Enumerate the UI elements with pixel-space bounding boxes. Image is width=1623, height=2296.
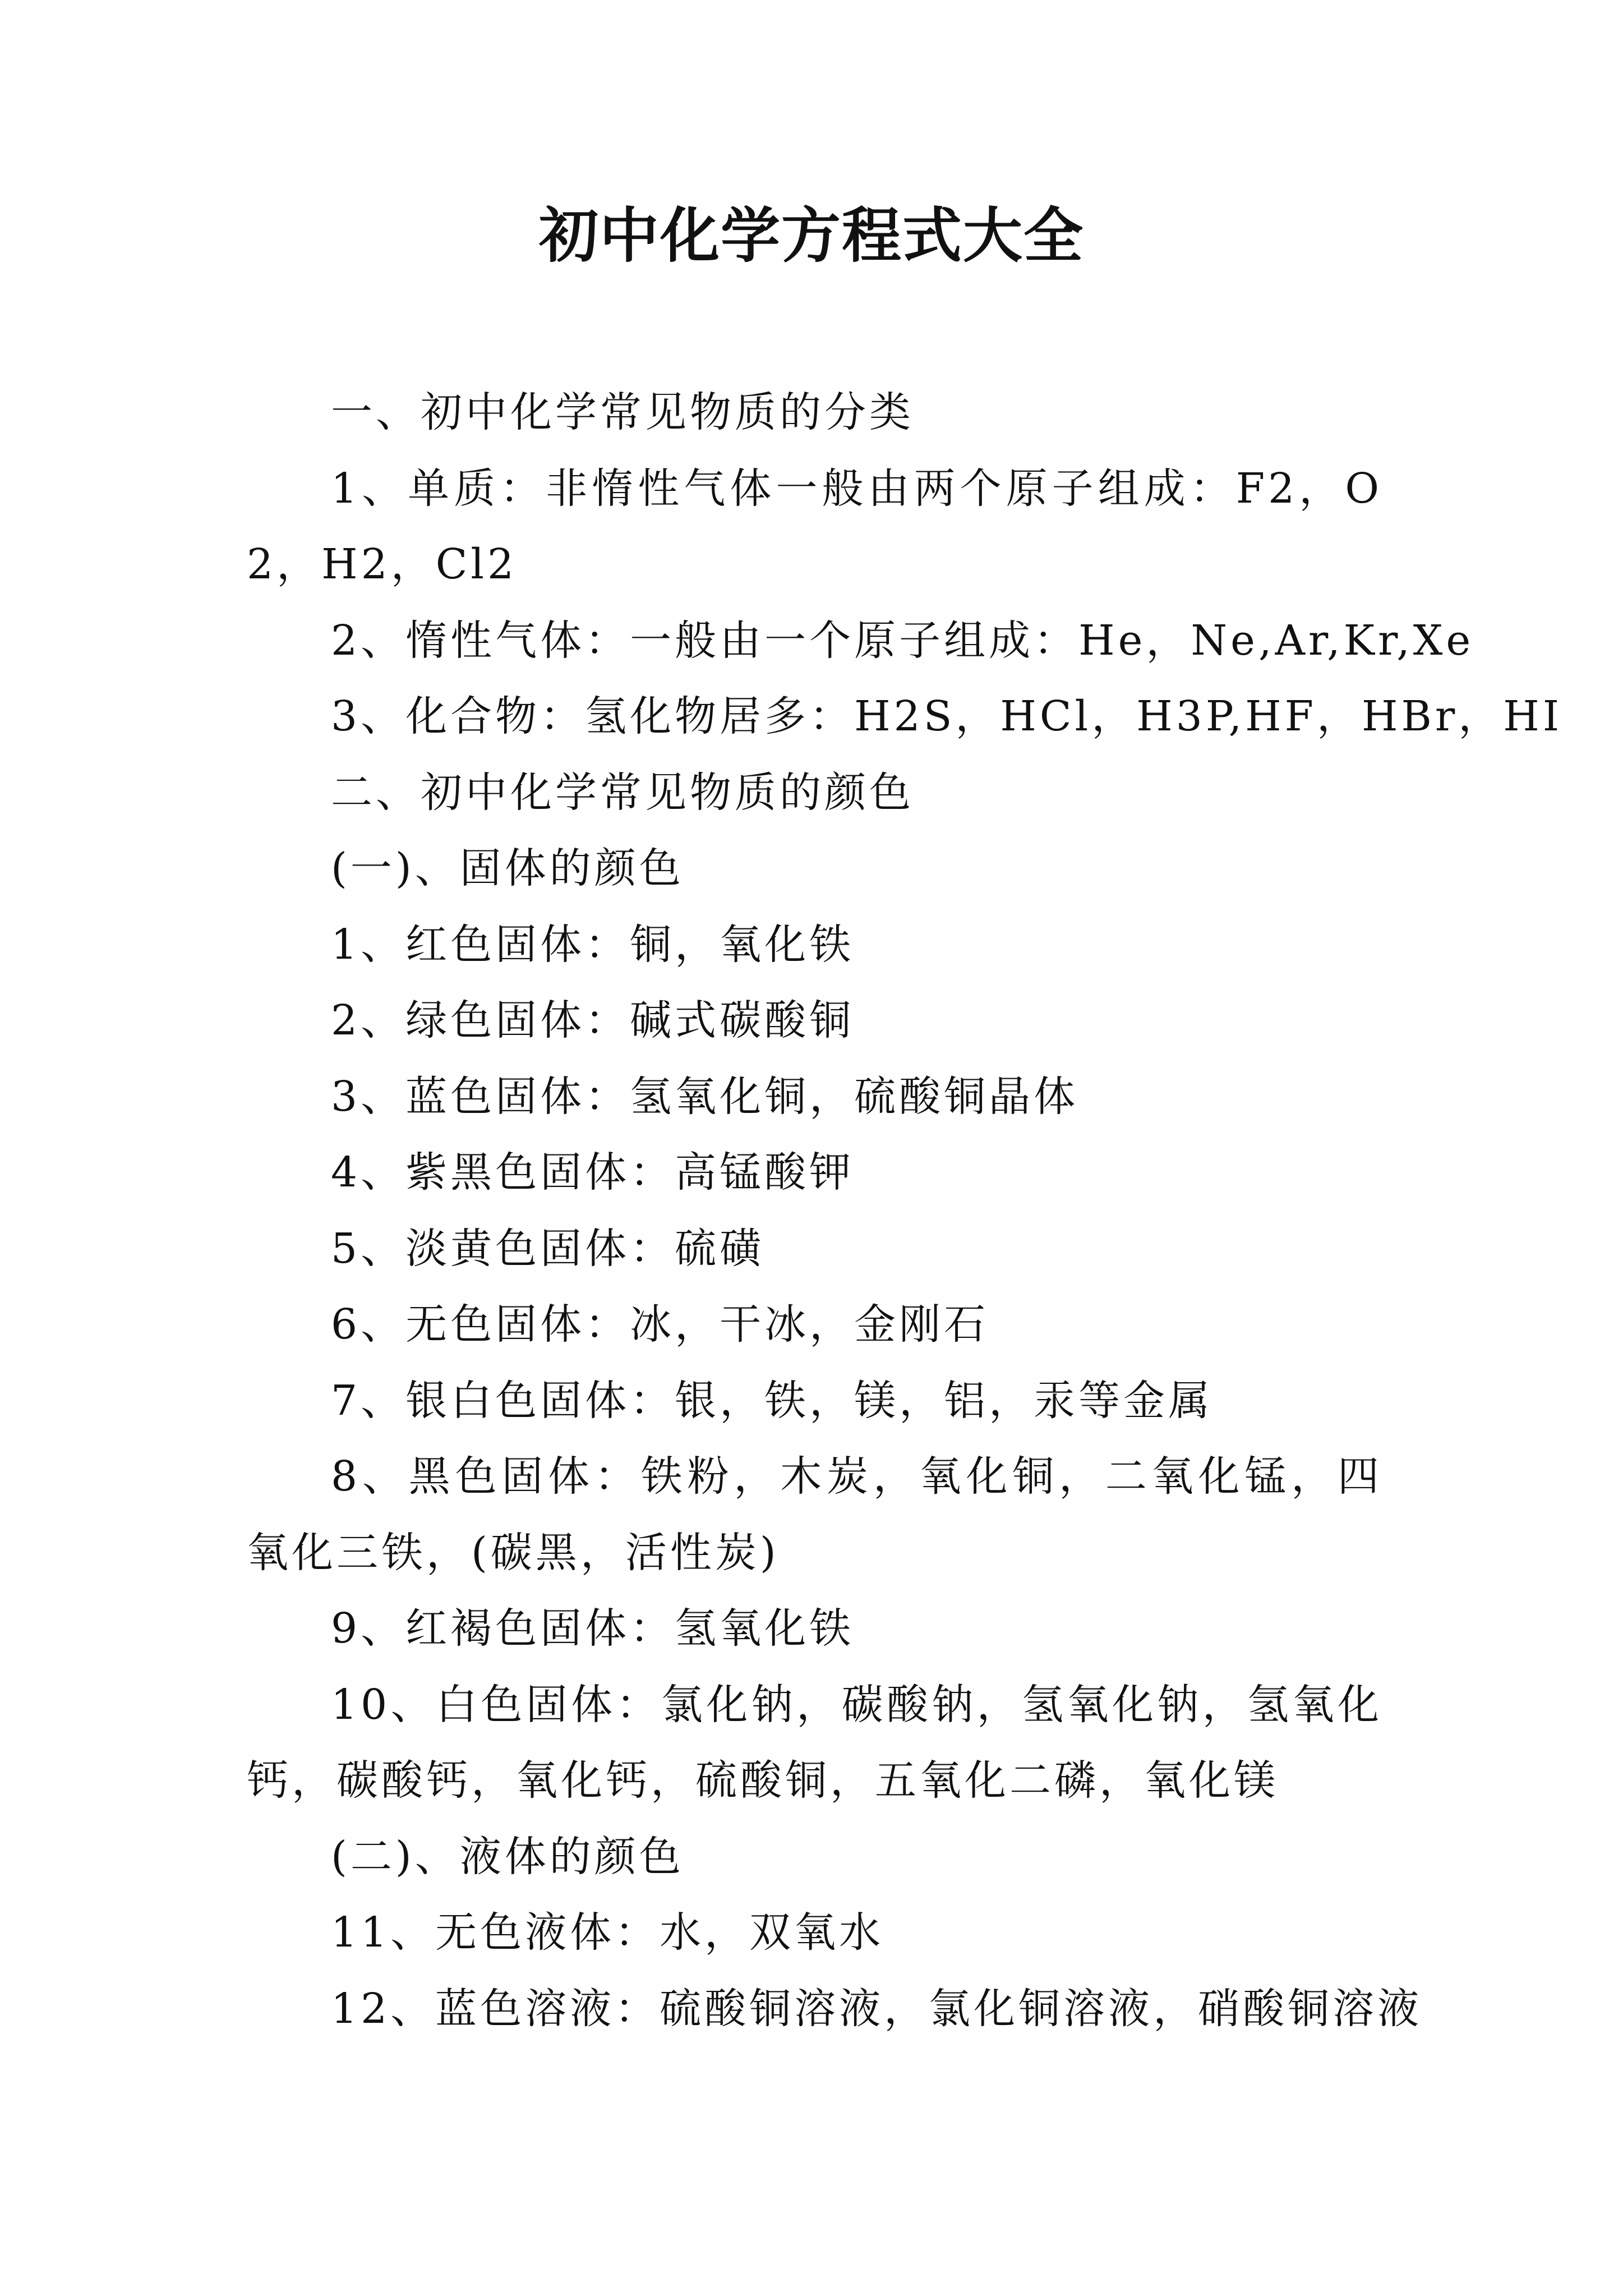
list-item: 6、无色固体：冰，干冰，金刚石 bbox=[331, 1300, 989, 1349]
section-heading: 一、初中化学常见物质的分类 bbox=[331, 388, 914, 436]
section-heading: 二、初中化学常见物质的颜色 bbox=[331, 768, 914, 817]
list-item: 7、银白色固体：银，铁，镁，铝，汞等金属 bbox=[331, 1376, 1214, 1425]
list-item: 8、黑色固体：铁粉，木炭，氧化铜，二氧化锰，四氧化三铁，(碳黑，活性炭) bbox=[247, 1452, 1382, 1577]
list-item: 3、化合物：氢化物居多：H2S，HCl，H3P,HF，HBr，HI bbox=[331, 692, 1563, 740]
list-item: 4、紫黑色固体：高锰酸钾 bbox=[331, 1148, 855, 1197]
list-item: 1、单质：非惰性气体一般由两个原子组成：F2，O2，H2，Cl2 bbox=[247, 464, 1382, 588]
list-item: 2、惰性气体：一般由一个原子组成：He，Ne,Ar,Kr,Xe bbox=[331, 616, 1474, 665]
list-item: 11、无色液体：水，双氧水 bbox=[331, 1908, 884, 1957]
list-item: 9、红褐色固体：氢氧化铁 bbox=[331, 1604, 855, 1653]
list-item: 12、蓝色溶液：硫酸铜溶液，氯化铜溶液，硝酸铜溶液 bbox=[331, 1984, 1423, 2033]
subsection-heading: (一)、固体的颜色 bbox=[331, 844, 684, 892]
document-title: 初中化学方程式大全 bbox=[539, 200, 1084, 270]
list-item: 5、淡黄色固体：硫磺 bbox=[331, 1224, 765, 1273]
list-item: 2、绿色固体：碱式碳酸铜 bbox=[331, 996, 855, 1045]
document-body bbox=[247, 375, 1563, 2047]
list-item: 3、蓝色固体：氢氧化铜，硫酸铜晶体 bbox=[331, 1072, 1079, 1121]
subsection-heading: (二)、液体的颜色 bbox=[331, 1832, 684, 1881]
list-item: 1、红色固体：铜，氧化铁 bbox=[331, 920, 855, 969]
list-item: 10、白色固体：氯化钠，碳酸钠，氢氧化钠，氢氧化钙，碳酸钙，氧化钙，硫酸铜，五氧化二磷，氧化镁 bbox=[247, 1680, 1382, 1805]
